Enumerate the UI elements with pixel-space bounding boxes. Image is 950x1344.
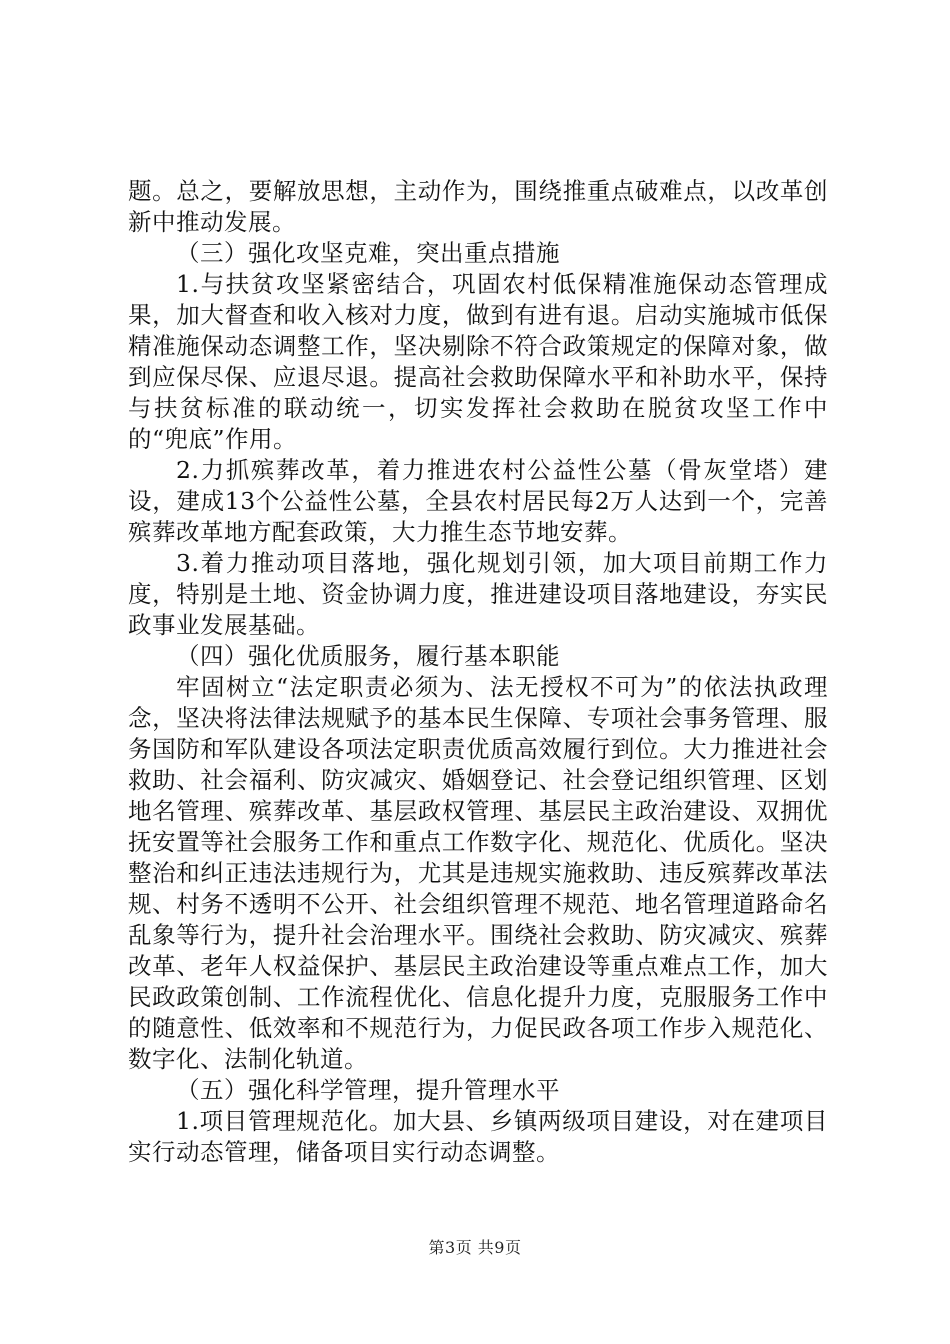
paragraph-item-3: 3.着力推动项目落地，强化规划引领，加大项目前期工作力度，特别是土地、资金协调力度，推进建设项目落地建设，夯实民政事业发展基础。 <box>128 549 828 639</box>
paragraph-project-management: 1.项目管理规范化。加大县、乡镇两级项目建设，对在建项目实行动态管理，储备项目实行动态调整。 <box>128 1107 828 1166</box>
section-heading-5: （五）强化科学管理，提升管理水平 <box>176 1076 560 1104</box>
document-body <box>128 176 828 1168</box>
page-footer: 第3页 共9页 <box>428 1238 522 1257</box>
section-heading-4: （四）强化优质服务，履行基本职能 <box>176 642 560 670</box>
paragraph-item-1: 1.与扶贫攻坚紧密结合，巩固农村低保精准施保动态管理成果，加大督查和收入核对力度，做到有进有退。启动实施城市低保精准施保动态调整工作，坚决剔除不符合政策规定的保障对象，做到应保尽保、应退尽退。提高社会救助保障水平和补助水平，保持与扶贫标准的联动统一，切实发挥社会救助在脱贫攻坚工作中的“兜底”作用。 <box>128 270 828 453</box>
paragraph-service: 牢固树立“法定职责必须为、法无授权不可为”的依法执政理念，坚决将法律法规赋予的基本民生保障、专项社会事务管理、服务国防和军队建设各项法定职责优质高效履行到位。大力推进社会救助、社会福利、防灾减灾、婚姻登记、社会登记组织管理、区划地名管理、殡葬改革、基层政权管理、基层民主政治建设、双拥优抚安置等社会服务工作和重点工作数字化、规范化、优质化。坚决整治和纠正违法违规行为，尤其是违规实施救助、违反殡葬改革法规、村务不透明不公开、社会组织管理不规范、地名管理道路命名乱象等行为，提升社会治理水平。围绕社会救助、防灾减灾、殡葬改革、老年人权益保护、基层民主政治建设等重点难点工作，加大民政政策创制、工作流程优化、信息化提升力度，克服服务工作中的随意性、低效率和不规范行为，力促民政各项工作步入规范化、数字化、法制化轨道。 <box>128 673 828 1073</box>
section-heading-3: （三）强化攻坚克难，突出重点措施 <box>176 239 560 267</box>
paragraph-item-2: 2.力抓殡葬改革，着力推进农村公益性公墓（骨灰堂塔）建设，建成13个公益性公墓，全县农村居民每2万人达到一个，完善殡葬改革地方配套政策，大力推生态节地安葬。 <box>128 456 828 546</box>
paragraph-continuation: 题。总之，要解放思想，主动作为，围绕推重点破难点，以改革创新中推动发展。 <box>128 177 828 236</box>
